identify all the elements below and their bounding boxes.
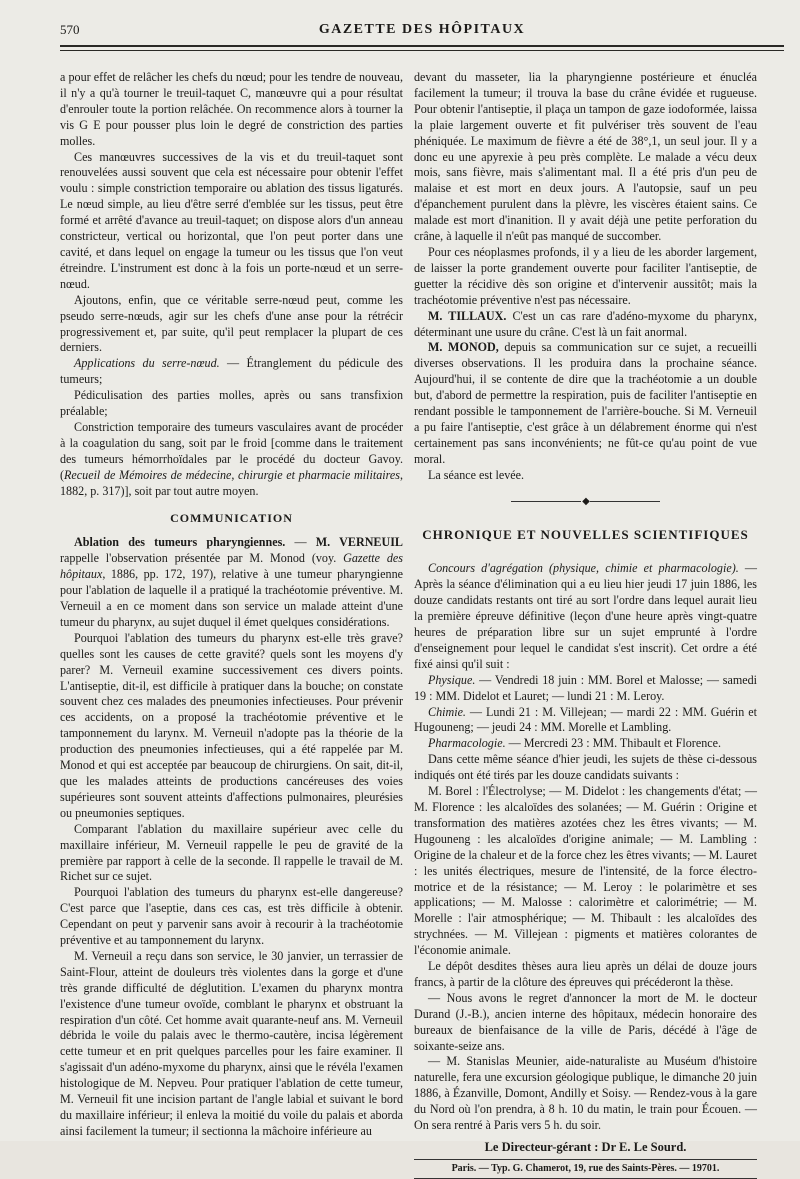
director-signature: Le Directeur-gérant : Dr E. Le Sourd. — [484, 1140, 687, 1154]
paragraph: Ces manœuvres successives de la vis et du treuil-taquet sont renouvelées aussi souvent que cela est nécessaire pour obtenir l'effet voulu : simple constriction temporaire ou ablation des tissus ligaturés. Le nœud simple, au lieu d'être serré d'emblée sur les tissus, peut être formé et arrêté d'avance au treuil-taquet; on dispose alors d'un anneau constricteur, vertical ou horizontal, que l'on peut porter dans une cavité, et dans lequel on engage la tumeur ou les tissus que l'on veut étreindre. L'instrument est donc à la fois un porte-nœud et un serre-nœud. — [60, 149, 403, 291]
paragraph: M. Borel : l'Électrolyse; — M. Didelot : les changements d'état; — M. Florence : les alcaloïdes des solanées; — M. Guérin : Origine et transformation des matières azotées chez les êtres vivants; — M. Hugouneng : les alcaloïdes d'origine animale; — M. Lambling : Origine de la chaleur et de la force chez les êtres vivants; — M. Lauret : les unités électriques, mesure de l'intensité, de la force électro-motrice et de la résistance; — M. Leroy : le polarimètre et ses applications; — M. Malosse : calorimètre et calorimétrie; — M. Morelle : l'air atmosphérique; — M. Thibault : les alcaloïdes des strychnées. — M. Villejean : pigments et matières colorantes de l'économie animale. — [414, 784, 757, 958]
paragraph: Pédiculisation des parties molles, après ou sans transfixion préalable; — [60, 388, 403, 419]
speaker-name: M. TILLAUX. — [428, 308, 507, 323]
journal-title: GAZETTE DES HÔPITAUX — [318, 22, 526, 37]
communication-title: Ablation des tumeurs pharyngiennes. — [74, 535, 286, 550]
paragraph: Chimie. — Lundi 21 : M. Villejean; — mardi 22 : MM. Guérin et Hugouneng; — jeudi 24 : MM. Morelle et Lambling. — [414, 704, 757, 735]
paragraph: Comparant l'ablation du maxillaire supérieur avec celle du maxillaire inférieur, M. Verneuil rappelle le peu de gravité de la première par rapport à celle de la seconde. Il rappelle le travail de M. Richet sur ce sujet. — [60, 821, 403, 884]
paragraph: a pour effet de relâcher les chefs du nœud; pour les tendre de nouveau, il n'y a qu'à tourner le treuil-taquet C, manœuvre qui a pour résultat d'enrouler toute la portion relâchée. On recommence alors à tourner la vis G E pour pousser plus loin le degré de constriction des parties molles. — [60, 70, 403, 148]
header-rule-thick — [60, 45, 784, 47]
left-column — [60, 70, 403, 1140]
paragraph: M. TILLAUX. C'est un cas rare d'adéno-myxome du pharynx, déterminant une usure du crâne. C'est là un fait anormal. — [414, 308, 757, 339]
paragraph: devant du masseter, lia la pharyngienne postérieure et énucléa facilement la tumeur; il trouva la base du crâne évidée et rugueuse. Pour obtenir l'antiseptie, il plaça un tampon de gaze iodoformée, laissa la plaie largement ouverte et fit pulvériser très souvent de l'eau phéniquée. Le maximum de fièvre a été de 38°,1, un seul jour. Il y a donc eu une apyrexie à peu près complète. Le malade a vécu deux mois, sans fièvre, mais s'alimentant mal. Il a été pris d'un peu de malaise et est mort en deux jours. A l'autopsie, sauf un peu d'épanchement purulent dans la plèvre, les viscères étaient sains. Ce malade est mort d'inanition. Il y avait déjà une petite perforation du crâne, à laquelle il n'eût pas manqué de succomber. — [414, 70, 757, 244]
paragraph: La séance est levée. — [428, 467, 525, 482]
page-header — [60, 22, 784, 42]
paragraph: Physique. — Vendredi 18 juin : MM. Borel et Malosse; — samedi 19 : MM. Didelot et Lauret; — lundi 21 : M. Leroy. — [414, 672, 757, 703]
paragraph: — M. Stanislas Meunier, aide-naturaliste au Muséum d'histoire naturelle, fera une excursion géologique publique, le dimanche 20 juin 1886, à Ézanville, Domont, Andilly et Soisy. — Rendez-vous à la gare du Nord où l'on prendra, à 8 h. 10 du matin, le train pour Écouen. — On sera rentré à Paris vers 5 h. du soir. — [414, 1054, 757, 1133]
paragraph: Ablation des tumeurs pharyngiennes. — M. VERNEUIL rappelle l'observation présentée par M. Monod (voy. Gazette des hôpitaux, 1886, pp. 172, 197), relative à une tumeur pharyngienne pour l'ablation de laquelle il a pratiqué la trachéotomie préventive. M. Verneuil a en ce moment dans son service un malade atteint d'une tumeur du pharynx, au sujet duquel il émet quelques considérations. — [60, 535, 404, 629]
paragraph: M. MONOD, depuis sa communication sur ce sujet, a recueilli diverses observations. Il les produira dans la prochaine séance. Aujourd'hui, il se contente de dire que la trachéotomie a un double but, d'abord de permettre la respiration, puis de faciliter l'antiseptie en rendant possible le tamponnement de l'arrière-bouche. Si M. Verneuil a pu faire l'antiseptie, c'est grâce à un délabrement énorme qui n'est certainement pas sans inconvénients; ne fût-ce qu'au point de vue moral. — [414, 340, 757, 466]
page-number: 570 — [60, 22, 80, 37]
paragraph: Concours d'agrégation (physique, chimie et pharmacologie). — Après la séance d'élimination qui a eu lieu hier jeudi 17 juin 1886, les douze candidats restants ont tiré au sort l'ordre dans lequel aurait lieu la première épreuve définitive (leçon d'une heure après vingt-quatre heures de préparation libre sur un sujet emprunté à l'ordre d'enseignement pour lequel le candidat s'est inscrit). Cet ordre a été fixé ainsi qu'il suit : — [414, 561, 758, 671]
paragraph: Pour ces néoplasmes profonds, il y a lieu de les aborder largement, de laisser la porte grandement ouverte pour faciliter l'antiseptie, de guetter la récidive dès son origine et d'intervenir aussitôt; mais la trachéotomie préventive n'est pas nécessaire. — [414, 244, 757, 307]
paragraph: Le dépôt desdites thèses aura lieu après un délai de douze jours francs, à partir de la clôture des épreuves qui précéderont la thèse. — [414, 959, 757, 989]
paragraph: Pharmacologie. — Mercredi 23 : MM. Thibault et Florence. — [428, 736, 721, 751]
author-name: M. VERNEUIL — [315, 535, 404, 550]
printer-line: Paris. — Typ. G. Chamerot, 19, rue des Saints-Pères. — 19701. — [414, 1159, 757, 1179]
paragraph: Ajoutons, enfin, que ce véritable serre-nœud peut, comme les pseudo serre-nœuds, agir sur les chefs d'une anse pour la rétrécir progressivement et, par suite, qu'il peut remplacer la plupart de ces derniers. — [60, 292, 403, 355]
paragraph: Applications du serre-nœud. — Étranglement du pédicule des tumeurs; — [60, 356, 403, 387]
paragraph: Pourquoi l'ablation des tumeurs du pharynx est-elle dangereuse? C'est parce que l'aseptie, dans ces cas, est très difficile à obtenir. Cependant on peut y parvenir sans avoir à recourir à la trachéotomie préventive et au tamponnement du larynx. — [60, 885, 403, 948]
right-column — [414, 70, 757, 1179]
applications-heading: Applications du serre-nœud. — [74, 356, 220, 371]
section-heading-chronique: CHRONIQUE ET NOUVELLES SCIENTIFIQUES — [422, 527, 749, 543]
paragraph: — Nous avons le regret d'annoncer la mort de M. le docteur Durand (J.-B.), ancien interne des hôpitaux, médecin honoraire des bureaux de bienfaisance de la ville de Paris, décédé à l'âge de soixante-seize ans. — [414, 990, 757, 1053]
section-separator: ◆ — [414, 494, 757, 510]
section-heading-communication: COMMUNICATION — [170, 511, 293, 526]
paragraph: Constriction temporaire des tumeurs vasculaires avant de procéder à la coagulation du sang, soit par le froid [comme dans le traitement des tumeurs hémorrhoïdales par le procédé du docteur Gavoy. (Recueil de Mémoires de médecine, chirurgie et pharmacie militaires, 1882, p. 317)], soit par tout autre moyen. — [60, 419, 403, 498]
speaker-name: M. MONOD, — [428, 340, 499, 355]
concours-heading: Concours d'agrégation (physique, chimie et pharmacologie). — [428, 561, 739, 576]
header-rule-thin — [60, 50, 784, 51]
paragraph: Dans cette même séance d'hier jeudi, les sujets de thèse ci-dessous indiqués ont été tirés par les douze candidats suivants : — [414, 752, 757, 783]
paragraph: Pourquoi l'ablation des tumeurs du pharynx est-elle très grave? quelles sont les causes de cette gravité? quels sont les moyens d'y parer? M. Verneuil examine successivement ces divers points. L'antiseptie, dit-il, est difficile à pratiquer dans la bouche; on constate souvent chez ces malades des pneumonies infectieuses. Pour prévenir ces accidents, on a proposé la trachéotomie préventive et le tamponnement du larynx. M. Verneuil n'adopte pas la théorie de la production des pneumonies infectieuses, qui a été rappelée par M. Monod et qui est acceptée par beaucoup de chirurgiens. On sait, dit-il, que les malades atteints de productions cancéreuses des voies supérieures sont souvent atteints d'affections pulmonaires, pleurésies ou pneumonies septiques. — [60, 630, 403, 820]
paragraph: M. Verneuil a reçu dans son service, le 30 janvier, un terrassier de Saint-Flour, atteint de douleurs très violentes dans la gorge et d'une très grande difficulté de déglutition. L'examen du pharynx montra l'existence d'une tumeur ovoïde, comblant le pharynx et obstruant la respiration d'un côté. Cet homme avait quarante-neuf ans. M. Verneuil débrida le voile du palais avec le thermo-cautère, incisa légèrement cette tumeur et en prit quelques parcelles pour les faire examiner. Il s'agissait d'un adéno-myxome du pharynx, ainsi que le révéla l'examen histologique de M. Nepveu. Pour pratiquer l'ablation de cette tumeur, M. Verneuil fit une incision partant de l'angle labial et suivant le bord du maxillaire inférieur; il enleva la moitié du voile du palais et aborda ainsi facilement la tumeur; il sectionna la mâchoire inférieure au — [60, 948, 403, 1138]
